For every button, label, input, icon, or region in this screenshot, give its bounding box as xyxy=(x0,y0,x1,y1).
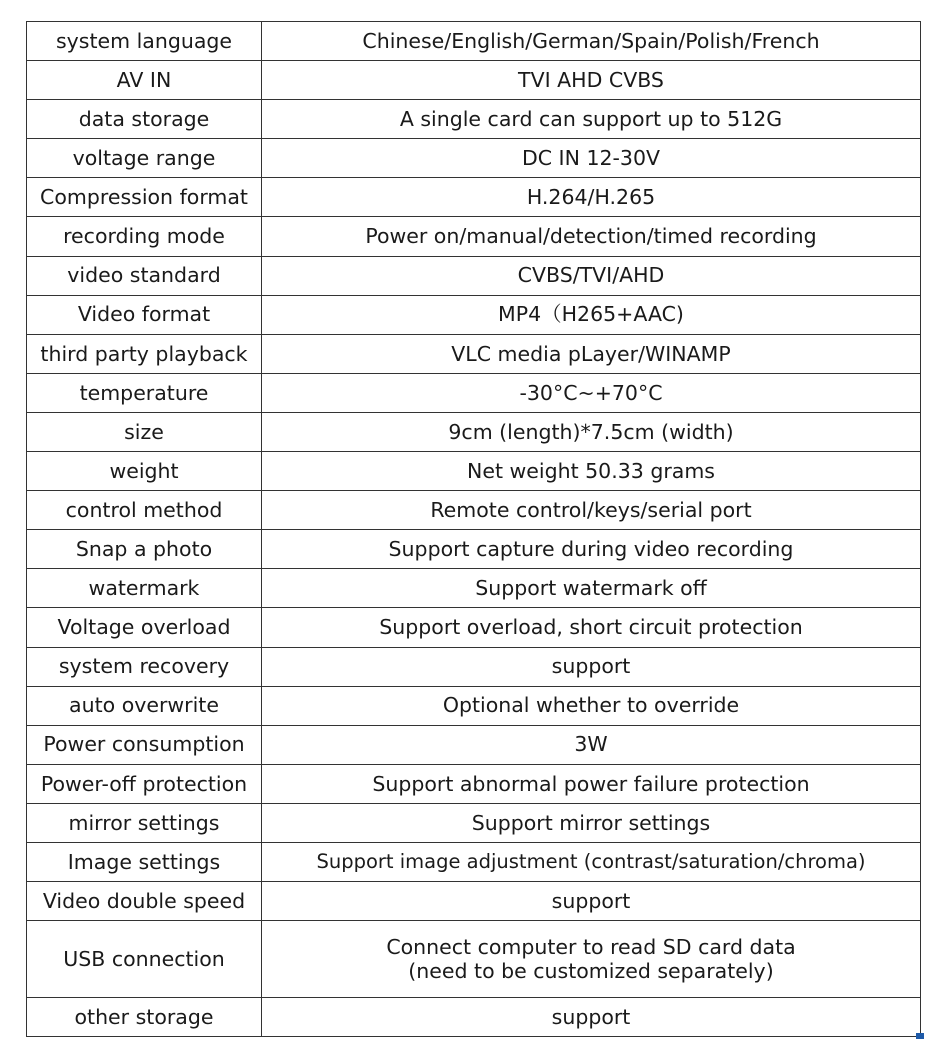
value-cell: VLC media pLayer/WINAMP xyxy=(262,334,921,373)
value-cell: Support abnormal power failure protection xyxy=(262,764,921,803)
param-cell: Power consumption xyxy=(27,725,262,764)
table-row xyxy=(27,452,921,491)
param-cell: voltage range xyxy=(27,139,262,178)
value-cell: Optional whether to override xyxy=(262,686,921,725)
param-cell: system language xyxy=(27,22,262,61)
value-cell: support xyxy=(262,882,921,921)
value-cell: A single card can support up to 512G xyxy=(262,100,921,139)
value-cell: Remote control/keys/serial port xyxy=(262,491,921,530)
corner-marker xyxy=(916,1033,924,1039)
table-row xyxy=(27,491,921,530)
value-cell: Net weight 50.33 grams xyxy=(262,452,921,491)
table-row xyxy=(27,764,921,803)
value-cell: CVBS/TVI/AHD xyxy=(262,256,921,295)
param-cell: Video format xyxy=(27,295,262,334)
table-row xyxy=(27,139,921,178)
param-cell: Power-off protection xyxy=(27,764,262,803)
table-row xyxy=(27,803,921,842)
table-row xyxy=(27,373,921,412)
param-cell: USB connection xyxy=(27,921,262,998)
param-cell: AV IN xyxy=(27,61,262,100)
value-cell: support xyxy=(262,998,921,1037)
param-cell: video standard xyxy=(27,256,262,295)
value-cell: Support capture during video recording xyxy=(262,530,921,569)
value-cell: Chinese/English/German/Spain/Polish/French xyxy=(262,22,921,61)
table-row xyxy=(27,334,921,373)
table-row xyxy=(27,686,921,725)
param-cell: temperature xyxy=(27,373,262,412)
param-cell: size xyxy=(27,412,262,451)
param-cell: Snap a photo xyxy=(27,530,262,569)
table-row xyxy=(27,22,921,61)
table-row xyxy=(27,569,921,608)
table-row xyxy=(27,61,921,100)
param-cell: third party playback xyxy=(27,334,262,373)
param-cell: auto overwrite xyxy=(27,686,262,725)
value-cell: Support overload, short circuit protection xyxy=(262,608,921,647)
table-row xyxy=(27,608,921,647)
param-cell: Compression format xyxy=(27,178,262,217)
param-cell: mirror settings xyxy=(27,803,262,842)
param-cell: other storage xyxy=(27,998,262,1037)
param-cell: Video double speed xyxy=(27,882,262,921)
value-cell: DC IN 12-30V xyxy=(262,139,921,178)
value-cell: TVI AHD CVBS xyxy=(262,61,921,100)
value-cell: support xyxy=(262,647,921,686)
param-cell: Voltage overload xyxy=(27,608,262,647)
param-cell: system recovery xyxy=(27,647,262,686)
param-cell: recording mode xyxy=(27,217,262,256)
spec-table-body xyxy=(27,22,921,1037)
value-line: Connect computer to read SD card data xyxy=(386,934,796,959)
value-cell: 9cm (length)*7.5cm (width) xyxy=(262,412,921,451)
param-cell: control method xyxy=(27,491,262,530)
value-cell: -30°C~+70°C xyxy=(262,373,921,412)
value-cell: H.264/H.265 xyxy=(262,178,921,217)
table-row xyxy=(27,256,921,295)
value-cell: Support mirror settings xyxy=(262,803,921,842)
value-cell xyxy=(262,921,921,998)
param-cell: data storage xyxy=(27,100,262,139)
table-row xyxy=(27,725,921,764)
spec-table xyxy=(26,21,921,1037)
table-row xyxy=(27,178,921,217)
table-row xyxy=(27,647,921,686)
table-row xyxy=(27,882,921,921)
param-cell: Image settings xyxy=(27,842,262,881)
table-row xyxy=(27,921,921,998)
value-cell: Support watermark off xyxy=(262,569,921,608)
table-row xyxy=(27,100,921,139)
table-row xyxy=(27,412,921,451)
param-cell: watermark xyxy=(27,569,262,608)
table-row xyxy=(27,842,921,881)
table-row xyxy=(27,295,921,334)
value-cell: Power on/manual/detection/timed recording xyxy=(262,217,921,256)
param-cell: weight xyxy=(27,452,262,491)
table-row xyxy=(27,530,921,569)
value-cell: 3W xyxy=(262,725,921,764)
value-cell: Support image adjustment (contrast/saturation/chroma) xyxy=(262,842,921,881)
table-row xyxy=(27,217,921,256)
value-line: (need to be customized separately) xyxy=(408,959,774,984)
table-row xyxy=(27,998,921,1037)
value-cell: MP4（H265+AAC) xyxy=(262,295,921,334)
